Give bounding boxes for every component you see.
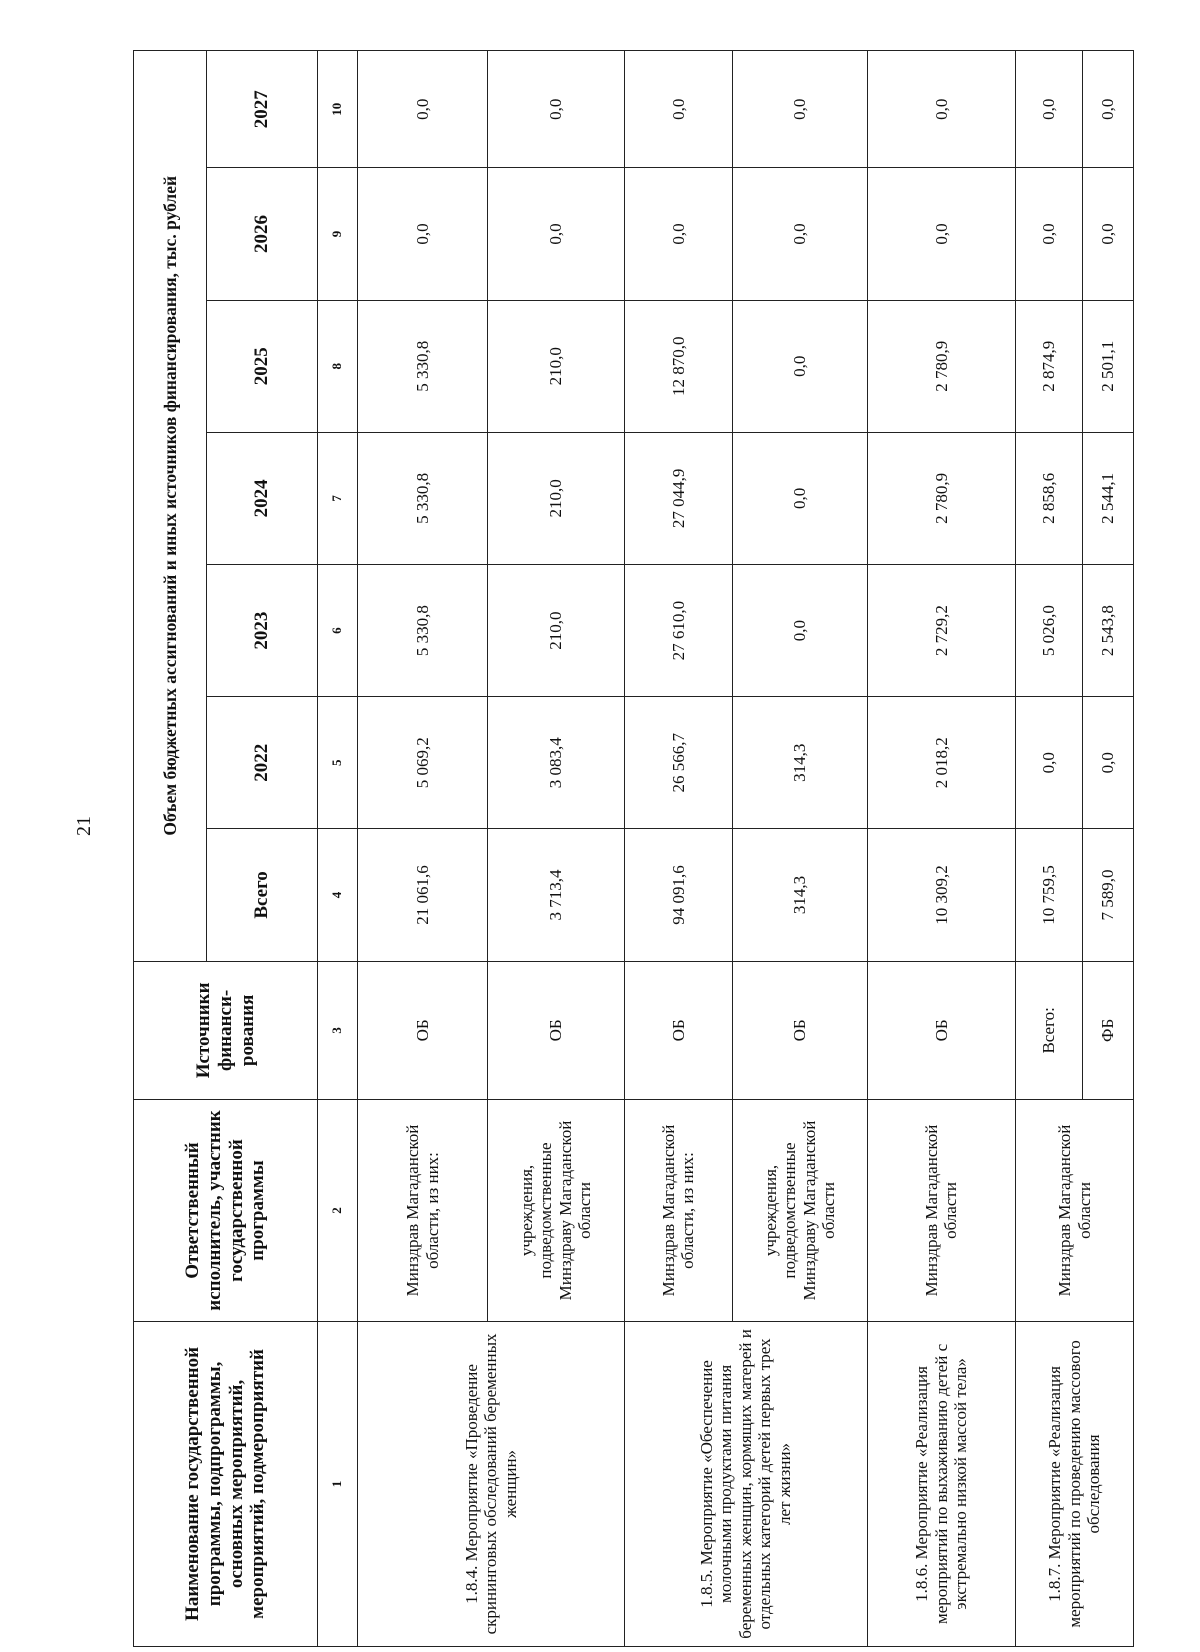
value-cell: 0,0 xyxy=(733,51,867,168)
source-cell: ОБ xyxy=(867,961,1016,1100)
header-year: 2024 xyxy=(207,432,318,564)
value-cell: 0,0 xyxy=(1016,51,1083,168)
measure-name: 1.8.6. Мероприятие «Реализация мероприятий по выхаживанию детей с экстремально низкой массой тела» xyxy=(867,1321,1016,1646)
value-cell: 314,3 xyxy=(733,829,867,961)
column-number: 6 xyxy=(318,564,358,696)
value-cell: 27 610,0 xyxy=(624,564,733,696)
value-cell: 0,0 xyxy=(1082,697,1133,829)
source-cell: ОБ xyxy=(733,961,867,1100)
value-cell: 5 026,0 xyxy=(1016,564,1083,696)
column-number: 7 xyxy=(318,432,358,564)
value-cell: 0,0 xyxy=(733,168,867,300)
header-name: Наименование государственной программы, подпрограммы, основных мероприятий, мероприятий, подмероприятий xyxy=(134,1321,318,1646)
executor-cell: учреждения, подведомственные Минздраву Магаданской области xyxy=(488,1100,625,1322)
value-cell: 2 543,8 xyxy=(1082,564,1133,696)
value-cell: 2 018,2 xyxy=(867,697,1016,829)
value-cell: 12 870,0 xyxy=(624,300,733,432)
column-number: 10 xyxy=(318,51,358,168)
value-cell: 26 566,7 xyxy=(624,697,733,829)
column-number: 2 xyxy=(318,1100,358,1322)
executor-cell: учреждения, подведомственные Минздраву Магаданской области xyxy=(733,1100,867,1322)
value-cell: 0,0 xyxy=(733,300,867,432)
value-cell: 5 330,8 xyxy=(358,432,488,564)
source-cell: ОБ xyxy=(358,961,488,1100)
column-number: 9 xyxy=(318,168,358,300)
value-cell: 210,0 xyxy=(488,432,625,564)
value-cell: 0,0 xyxy=(867,51,1016,168)
value-cell: 2 780,9 xyxy=(867,300,1016,432)
value-cell: 0,0 xyxy=(867,168,1016,300)
value-cell: 0,0 xyxy=(1016,697,1083,829)
value-cell: 3 713,4 xyxy=(488,829,625,961)
source-cell: ОБ xyxy=(488,961,625,1100)
executor-cell: Минздрав Магаданской области xyxy=(867,1100,1016,1322)
value-cell: 210,0 xyxy=(488,300,625,432)
value-cell: 5 330,8 xyxy=(358,300,488,432)
header-executor: Ответственный исполнитель, участник государственной программы xyxy=(134,1100,318,1322)
value-cell: 0,0 xyxy=(733,564,867,696)
column-number: 3 xyxy=(318,961,358,1100)
value-cell: 2 780,9 xyxy=(867,432,1016,564)
header-year: 2025 xyxy=(207,300,318,432)
header-funding-group: Объем бюджетных ассигнований и иных источников финансирования, тыс. рублей xyxy=(134,51,207,962)
table-row xyxy=(867,51,1016,1647)
column-number: 5 xyxy=(318,697,358,829)
table-row xyxy=(1016,51,1083,1647)
value-cell: 5 069,2 xyxy=(358,697,488,829)
value-cell: 2 874,9 xyxy=(1016,300,1083,432)
source-cell: ФБ xyxy=(1082,961,1133,1100)
value-cell: 0,0 xyxy=(1082,51,1133,168)
source-cell: Всего: xyxy=(1016,961,1083,1100)
value-cell: 0,0 xyxy=(733,432,867,564)
value-cell: 0,0 xyxy=(488,168,625,300)
value-cell: 0,0 xyxy=(488,51,625,168)
header-total: Всего xyxy=(207,829,318,961)
header-year: 2026 xyxy=(207,168,318,300)
value-cell: 0,0 xyxy=(358,168,488,300)
value-cell: 210,0 xyxy=(488,564,625,696)
value-cell: 2 729,2 xyxy=(867,564,1016,696)
value-cell: 10 309,2 xyxy=(867,829,1016,961)
value-cell: 27 044,9 xyxy=(624,432,733,564)
value-cell: 0,0 xyxy=(1082,168,1133,300)
value-cell: 0,0 xyxy=(1016,168,1083,300)
column-number: 8 xyxy=(318,300,358,432)
value-cell: 10 759,5 xyxy=(1016,829,1083,961)
executor-cell: Минздрав Магаданской области xyxy=(1016,1100,1134,1322)
page-number: 21 xyxy=(73,816,95,836)
executor-cell: Минздрав Магаданской области, из них: xyxy=(624,1100,733,1322)
value-cell: 314,3 xyxy=(733,697,867,829)
value-cell: 2 858,6 xyxy=(1016,432,1083,564)
header-year: 2022 xyxy=(207,697,318,829)
value-cell: 3 083,4 xyxy=(488,697,625,829)
rotated-table-wrapper xyxy=(133,50,1134,1647)
table-row xyxy=(358,51,488,1647)
value-cell: 7 589,0 xyxy=(1082,829,1133,961)
table-row xyxy=(624,51,733,1647)
header-year: 2027 xyxy=(207,51,318,168)
header-year: 2023 xyxy=(207,564,318,696)
measure-name: 1.8.7. Мероприятие «Реализация мероприятий по проведению массового обследования xyxy=(1016,1321,1134,1646)
value-cell: 2 501,1 xyxy=(1082,300,1133,432)
executor-cell: Минздрав Магаданской области, из них: xyxy=(358,1100,488,1322)
column-number-row xyxy=(318,51,358,1647)
value-cell: 94 091,6 xyxy=(624,829,733,961)
value-cell: 0,0 xyxy=(624,168,733,300)
measure-name: 1.8.4. Мероприятие «Проведение скрининговых обследований беременных женщин» xyxy=(358,1321,624,1646)
value-cell: 2 544,1 xyxy=(1082,432,1133,564)
value-cell: 0,0 xyxy=(624,51,733,168)
header-source: Источники финанси-рования xyxy=(134,961,318,1100)
value-cell: 0,0 xyxy=(358,51,488,168)
value-cell: 5 330,8 xyxy=(358,564,488,696)
funding-table xyxy=(133,50,1134,1647)
measure-name: 1.8.5. Мероприятие «Обеспечение молочными продуктами питания беременных женщин, кормящих матерей и отдельных категорий детей первых трех лет жизни» xyxy=(624,1321,867,1646)
column-number: 4 xyxy=(318,829,358,961)
value-cell: 21 061,6 xyxy=(358,829,488,961)
column-number: 1 xyxy=(318,1321,358,1646)
source-cell: ОБ xyxy=(624,961,733,1100)
